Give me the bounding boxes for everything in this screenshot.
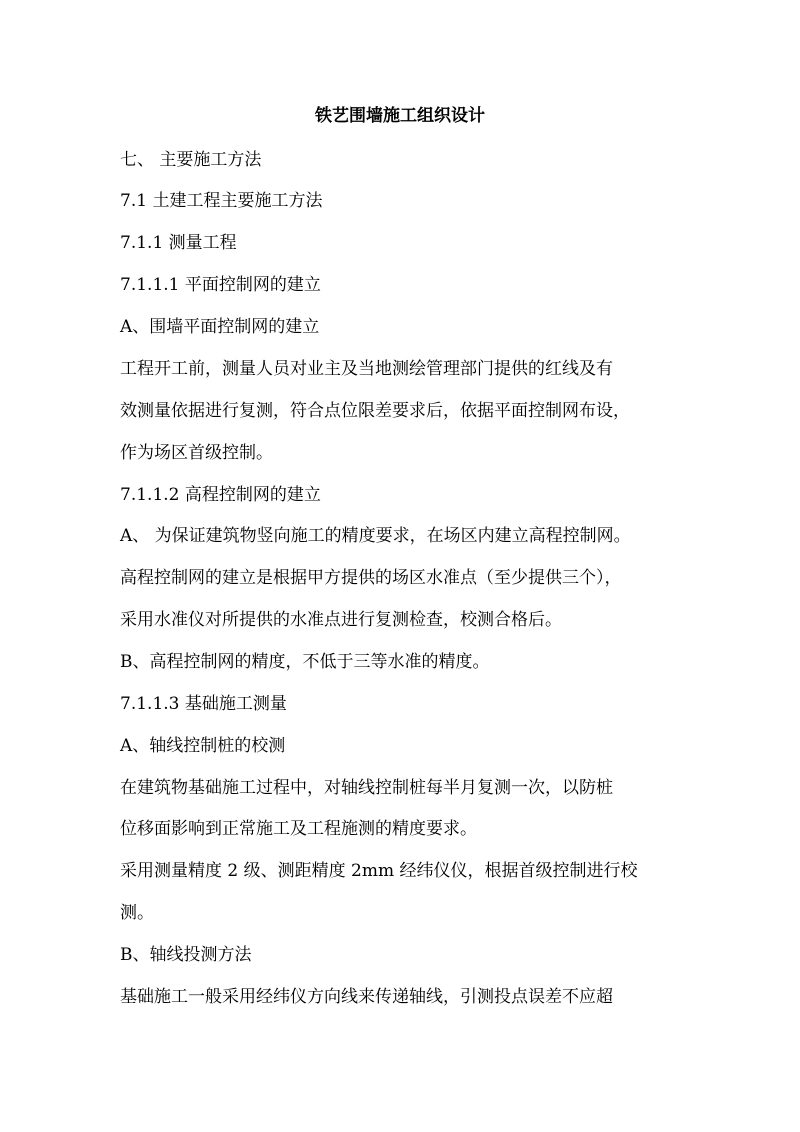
section-heading-7-1-1-3: 7.1.1.3 基础施工测量 <box>120 694 287 714</box>
subheading-axis-projection-method: B、轴线投测方法 <box>120 945 252 965</box>
section-heading-7-1-1-2: 7.1.1.2 高程控制网的建立 <box>120 485 321 505</box>
paragraph-line: A、 为保证建筑物竖向施工的精度要求，在场区内建立高程控制网。 <box>120 526 631 546</box>
section-heading-7-1: 7.1 土建工程主要施工方法 <box>120 191 323 211</box>
subheading-plane-control-network: A、围墙平面控制网的建立 <box>120 317 320 337</box>
paragraph-line: B、高程控制网的精度，不低于三等水准的精度。 <box>120 652 490 672</box>
paragraph-line: 位移面影响到正常施工及工程施测的精度要求。 <box>120 819 477 839</box>
subheading-axis-control-pile: A、轴线控制桩的校测 <box>120 736 286 756</box>
section-heading-7-1-1: 7.1.1 测量工程 <box>120 233 237 253</box>
paragraph-line: 基础施工一般采用经纬仪方向线来传递轴线，引测投点误差不应超 <box>120 987 613 1007</box>
paragraph-line: 采用测量精度 2 级、测距精度 2mm 经纬仪仪，根据首级控制进行校 <box>120 861 638 881</box>
paragraph-line: 作为场区首级控制。 <box>120 443 273 463</box>
paragraph-line: 工程开工前，测量人员对业主及当地测绘管理部门提供的红线及有 <box>120 359 613 379</box>
section-heading-7-1-1-1: 7.1.1.1 平面控制网的建立 <box>120 275 321 295</box>
section-heading-main-methods: 七、 主要施工方法 <box>120 150 262 170</box>
paragraph-line: 在建筑物基础施工过程中，对轴线控制桩每半月复测一次，以防桩 <box>120 778 613 798</box>
document-title: 铁艺围墙施工组织设计 <box>315 106 485 126</box>
paragraph-line: 效测量依据进行复测，符合点位限差要求后，依据平面控制网布设， <box>120 401 630 421</box>
paragraph-line: 采用水准仪对所提供的水准点进行复测检查，校测合格后。 <box>120 610 562 630</box>
paragraph-line: 高程控制网的建立是根据甲方提供的场区水准点（至少提供三个）， <box>120 568 622 588</box>
paragraph-line: 测。 <box>120 903 154 923</box>
